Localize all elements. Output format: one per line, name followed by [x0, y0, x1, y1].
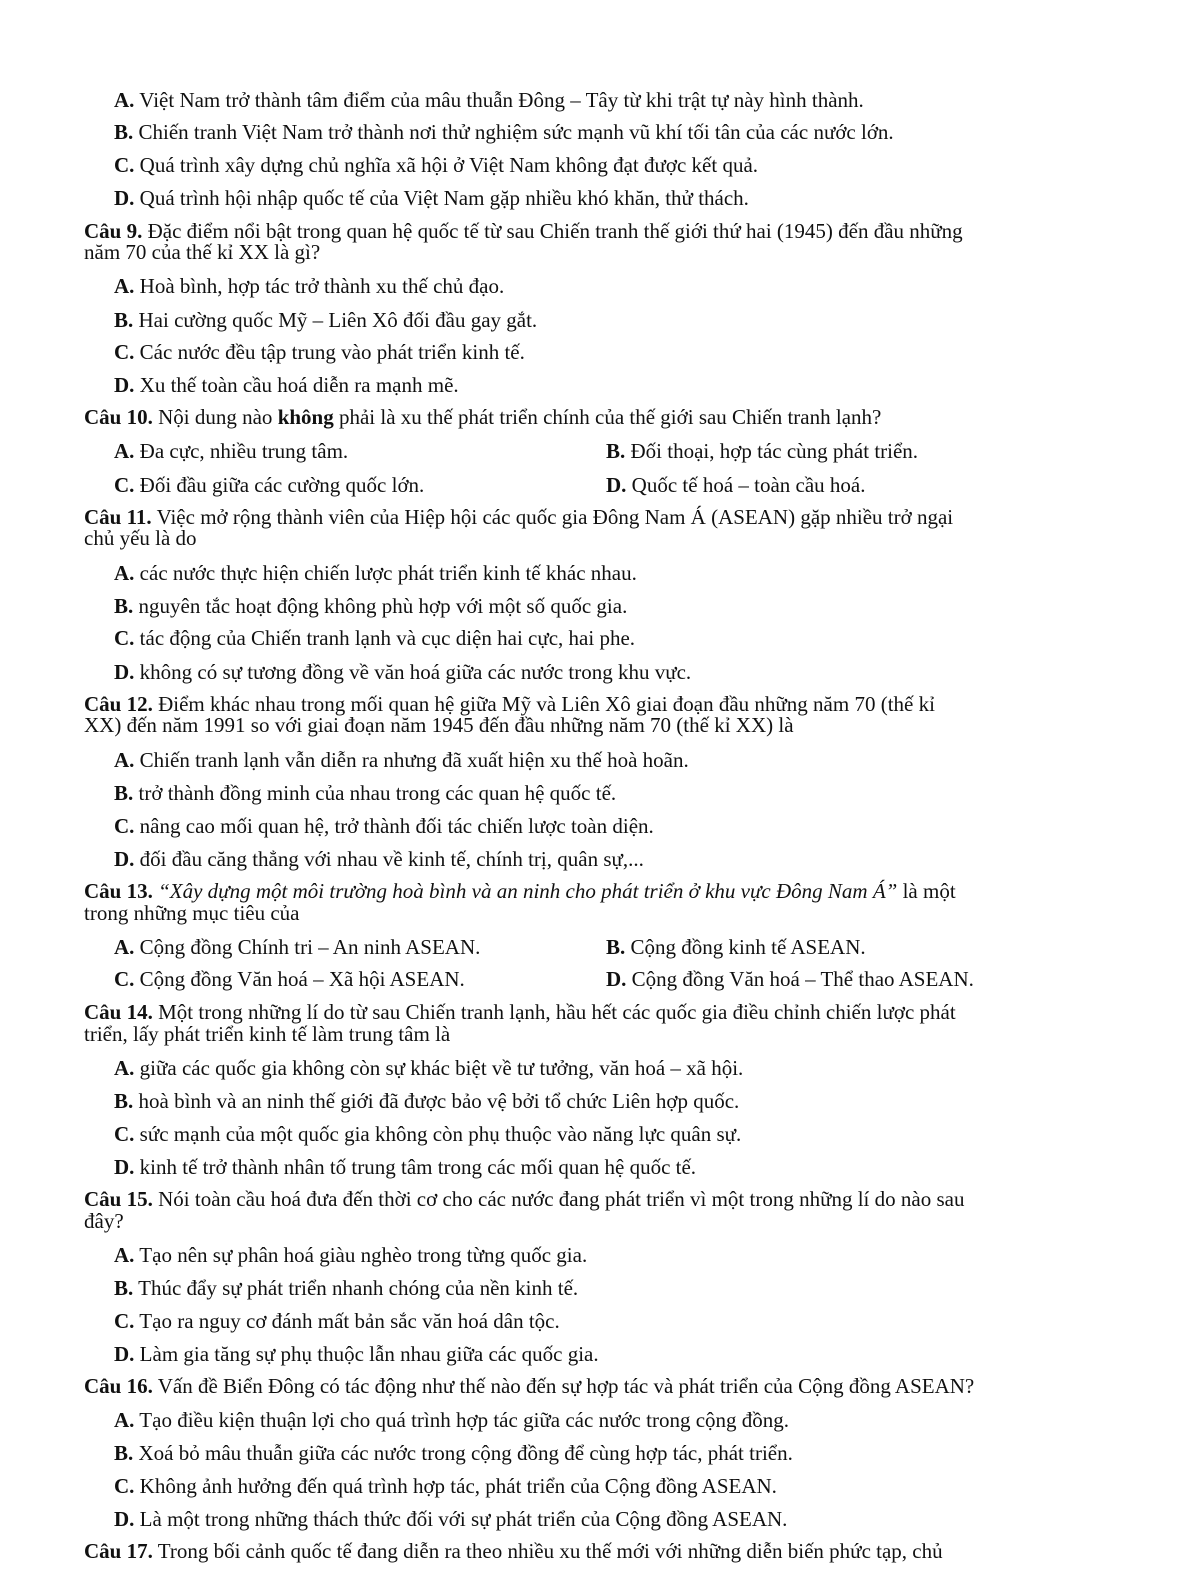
option-d: D. Quốc tế hoá – toàn cầu hoá. [606, 473, 866, 497]
question-13-cont: trong những mục tiêu của [84, 901, 300, 925]
question-17: Câu 17. Trong bối cảnh quốc tế đang diễn ra theo nhiều xu thế mới với những diễn biến phức tạp, chủ [84, 1539, 943, 1563]
option-a: A. Việt Nam trở thành tâm điểm của mâu thuẫn Đông – Tây từ khi trật tự này hình thành. [114, 88, 864, 112]
option-b: B. nguyên tắc hoạt động không phù hợp với một số quốc gia. [114, 594, 628, 618]
question-9: Câu 9. Đặc điểm nổi bật trong quan hệ quốc tế từ sau Chiến tranh thế giới thứ hai (1945) đến đầu những [84, 219, 963, 243]
option-d: D. không có sự tương đồng về văn hoá giữa các nước trong khu vực. [114, 660, 692, 684]
question-14-cont: triển, lấy phát triển kinh tế làm trung tâm là [84, 1022, 451, 1046]
option-d: D. Xu thế toàn cầu hoá diễn ra mạnh mẽ. [114, 373, 459, 397]
question-16: Câu 16. Vấn đề Biển Đông có tác động như thế nào đến sự hợp tác và phát triển của Cộng đồng ASEAN? [84, 1374, 975, 1398]
question-12-cont: XX) đến năm 1991 so với giai đoạn năm 1945 đến đầu những năm 70 (thế kỉ XX) là [84, 713, 794, 737]
option-a: A. Hoà bình, hợp tác trở thành xu thế chủ đạo. [114, 274, 505, 298]
question-11-cont: chủ yếu là do [84, 526, 197, 550]
question-12: Câu 12. Điểm khác nhau trong mối quan hệ giữa Mỹ và Liên Xô giai đoạn đầu những năm 70 (thế kỉ [84, 692, 935, 716]
option-c: C. Đối đầu giữa các cường quốc lớn. [114, 473, 425, 497]
question-11: Câu 11. Việc mở rộng thành viên của Hiệp hội các quốc gia Đông Nam Á (ASEAN) gặp nhiều trở ngại [84, 505, 954, 529]
option-c: C. Quá trình xây dựng chủ nghĩa xã hội ở Việt Nam không đạt được kết quả. [114, 153, 759, 177]
question-10: Câu 10. Nội dung nào không phải là xu thế phát triển chính của thế giới sau Chiến tranh lạnh? [84, 405, 882, 429]
option-d: D. đối đầu căng thẳng với nhau về kinh tế, chính trị, quân sự,... [114, 847, 644, 871]
option-b: B. hoà bình và an ninh thế giới đã được bảo vệ bởi tổ chức Liên hợp quốc. [114, 1089, 740, 1113]
option-a: A. Đa cực, nhiều trung tâm. [114, 439, 349, 463]
option-a: A. Tạo nên sự phân hoá giàu nghèo trong từng quốc gia. [114, 1243, 588, 1267]
option-b: B. Xoá bỏ mâu thuẫn giữa các nước trong cộng đồng để cùng hợp tác, phát triển. [114, 1441, 793, 1465]
option-c: C. sức mạnh của một quốc gia không còn phụ thuộc vào năng lực quân sự. [114, 1122, 742, 1146]
option-b: B. Đối thoại, hợp tác cùng phát triển. [606, 439, 919, 463]
option-d: D. Làm gia tăng sự phụ thuộc lẫn nhau giữa các quốc gia. [114, 1342, 599, 1366]
question-15: Câu 15. Nói toàn cầu hoá đưa đến thời cơ cho các nước đang phát triển vì một trong những lí do nào sau [84, 1187, 965, 1211]
question-15-cont: đây? [84, 1209, 124, 1233]
option-b: B. trở thành đồng minh của nhau trong các quan hệ quốc tế. [114, 781, 617, 805]
option-c: C. Không ảnh hưởng đến quá trình hợp tác, phát triển của Cộng đồng ASEAN. [114, 1474, 777, 1498]
option-d: D. Cộng đồng Văn hoá – Thể thao ASEAN. [606, 967, 974, 991]
option-b: B. Hai cường quốc Mỹ – Liên Xô đối đầu gay gắt. [114, 308, 538, 332]
option-d: D. Là một trong những thách thức đối với sự phát triển của Cộng đồng ASEAN. [114, 1507, 788, 1531]
option-d: D. Quá trình hội nhập quốc tế của Việt Nam gặp nhiều khó khăn, thử thách. [114, 186, 749, 210]
option-b: B. Cộng đồng kinh tế ASEAN. [606, 935, 866, 959]
option-c: C. Tạo ra nguy cơ đánh mất bản sắc văn hoá dân tộc. [114, 1309, 560, 1333]
option-a: A. Chiến tranh lạnh vẫn diễn ra nhưng đã xuất hiện xu thế hoà hoãn. [114, 748, 689, 772]
question-14: Câu 14. Một trong những lí do từ sau Chiến tranh lạnh, hầu hết các quốc gia điều chỉnh chiến lược phát [84, 1000, 956, 1024]
option-c: C. tác động của Chiến tranh lạnh và cục diện hai cực, hai phe. [114, 626, 636, 650]
option-a: A. Tạo điều kiện thuận lợi cho quá trình hợp tác giữa các nước trong cộng đồng. [114, 1408, 790, 1432]
option-d: D. kinh tế trở thành nhân tố trung tâm trong các mối quan hệ quốc tế. [114, 1155, 697, 1179]
option-c: C. Cộng đồng Văn hoá – Xã hội ASEAN. [114, 967, 465, 991]
option-c: C. Các nước đều tập trung vào phát triển kinh tế. [114, 340, 525, 364]
question-9-cont: năm 70 của thế kỉ XX là gì? [84, 240, 321, 264]
question-13: Câu 13. “Xây dựng một môi trường hoà bình và an ninh cho phát triển ở khu vực Đông Nam Á” là một [84, 879, 956, 903]
option-a: A. Cộng đồng Chính tri – An ninh ASEAN. [114, 935, 481, 959]
option-b: B. Thúc đẩy sự phát triển nhanh chóng của nền kinh tế. [114, 1276, 579, 1300]
option-a: A. các nước thực hiện chiến lược phát triển kinh tế khác nhau. [114, 561, 637, 585]
option-c: C. nâng cao mối quan hệ, trở thành đối tác chiến lược toàn diện. [114, 814, 654, 838]
option-a: A. giữa các quốc gia không còn sự khác biệt về tư tưởng, văn hoá – xã hội. [114, 1056, 744, 1080]
option-b: B. Chiến tranh Việt Nam trở thành nơi thử nghiệm sức mạnh vũ khí tối tân của các nước lớn. [114, 120, 894, 144]
